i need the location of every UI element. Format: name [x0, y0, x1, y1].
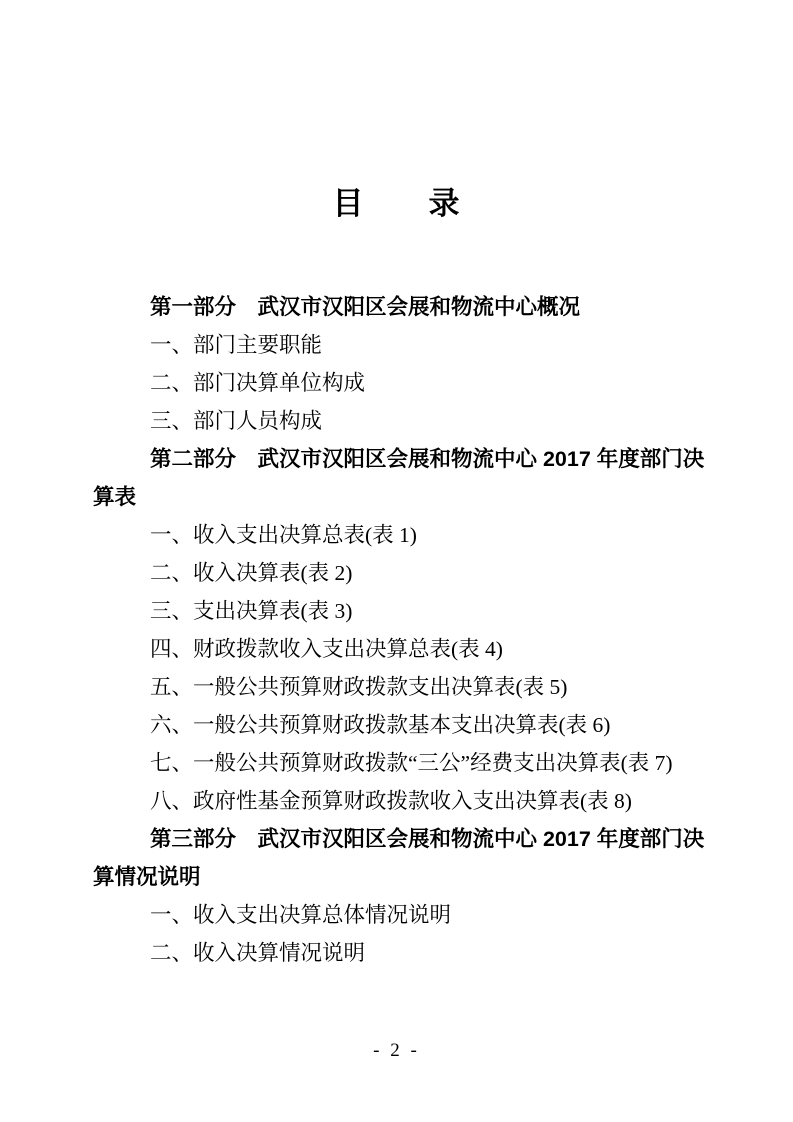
- toc-item: 二、收入决算情况说明: [150, 941, 366, 965]
- toc-item: 三、部门人员构成: [150, 409, 323, 433]
- toc-item: 一、收入支出决算总体情况说明: [150, 903, 452, 927]
- toc-item: 六、一般公共预算财政拨款基本支出决算表(表 6): [150, 713, 611, 737]
- toc-section-heading: 第一部分 武汉市汉阳区会展和物流中心概况: [150, 295, 581, 319]
- toc-item: 一、部门主要职能: [150, 333, 323, 357]
- toc-section-heading: 第二部分 武汉市汉阳区会展和物流中心 2017 年度部门决算表: [93, 447, 705, 509]
- toc-item: 四、财政拨款收入支出决算总表(表 4): [150, 637, 503, 661]
- toc-item: 二、收入决算表(表 2): [150, 561, 353, 585]
- toc-section-heading: 第三部分 武汉市汉阳区会展和物流中心 2017 年度部门决算情况说明: [93, 827, 705, 889]
- toc-item: 二、部门决算单位构成: [150, 371, 366, 395]
- toc-item: 七、一般公共预算财政拨款“三公”经费支出决算表(表 7): [150, 751, 673, 775]
- toc-item: 五、一般公共预算财政拨款支出决算表(表 5): [150, 675, 568, 699]
- toc-item: 八、政府性基金预算财政拨款收入支出决算表(表 8): [150, 789, 632, 813]
- page-title: 目 录: [332, 186, 461, 221]
- page-number: - 2 -: [373, 1040, 420, 1061]
- toc-item: 一、收入支出决算总表(表 1): [150, 523, 417, 547]
- table-of-contents: [93, 288, 710, 972]
- toc-item: 三、支出决算表(表 3): [150, 599, 353, 623]
